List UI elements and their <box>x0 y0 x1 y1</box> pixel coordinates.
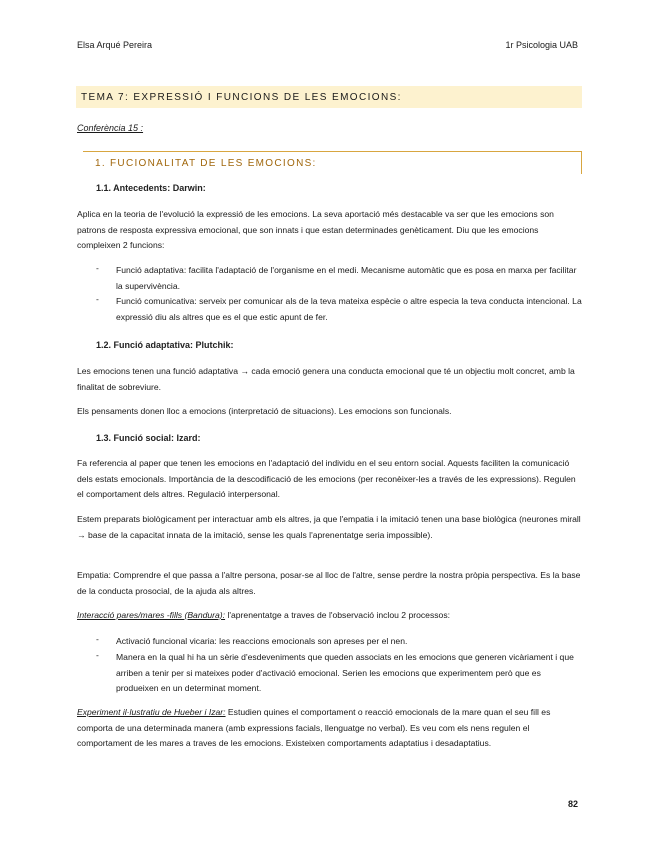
bullet-marker: - <box>96 263 99 273</box>
section1-heading-box <box>83 151 582 174</box>
header-course: 1r Psicologia UAB <box>505 40 578 50</box>
list-item-adaptativa: Funció adaptativa: facilita l'adaptació de l'organisme en el medi. Mecanisme automàtic que es posa en marxa per facilitar la supervivència. <box>116 265 577 291</box>
paragraph-bandura <box>77 608 582 624</box>
bullet-marker: - <box>96 650 99 660</box>
list-item-activacio: Activació funcional vicaria: les reaccions emocionals son apreses per el nen. <box>116 636 408 646</box>
paragraph-plutchik: Les emocions tenen una funció adaptativa → cada emoció genera una conducta emocional que té un objectiu molt concret, amb la finalitat de sobreviure. <box>77 366 575 392</box>
bandura-text: l'aprenentatge a traves de l'observació inclou 2 processos: <box>225 610 451 620</box>
paragraph-darwin: Aplica en la teoria de l'evolució la expressió de les emocions. La seva aportació més destacable va ser que les emocions son patrons de resposta expressiva emocional, que son innats i que estan determinades genèticament. Diu que les emocions compleixen 2 funcions: <box>77 209 554 250</box>
tema-heading-box <box>76 86 582 108</box>
paragraph-empatia: Empatia: Comprendre el que passa a l'altre persona, posar-se al lloc de l'altre, sense perdre la nostra pròpia perspectiva. Es la base de la conducta prosocial, de la ajuda als altres. <box>77 570 581 596</box>
bullet-marker: - <box>96 294 99 304</box>
experiment-text: Estudien quines el comportament o reacció emocionals de la mare quan el seu fill es comporta de una determinada manera (amb expressions facials, llenguatge no verbal). Es veu com els nens regulen el comportament de les mares a traves de les emocions. Existeixen comportaments adaptatius i desadaptatius. <box>77 707 551 748</box>
page-number: 82 <box>567 799 578 809</box>
tema-heading: TEMA 7: EXPRESSIÓ I FUNCIONS DE LES EMOCIONS: <box>81 91 402 103</box>
list-item-manera: Manera en la qual hi ha un sèrie d'esdeveniments que queden associats en les emocions que generen vicàriament i que arriben a tenir per si mateixes poder d'activació emocional. Serien les emocions que experimentem però que es produeixen en un determinat moment. <box>116 652 574 693</box>
subheading-1-3: 1.3. Funció social: Izard: <box>96 433 201 443</box>
paragraph-experiment <box>77 705 582 752</box>
list-item-comunicativa: Funció comunicativa: serveix per comunicar als de la teva mateixa espècie o altre especia la teva conducta intencional. La expressió diu als altres que es el que estic apunt de fer. <box>116 296 582 322</box>
conferencia-label: Conferència 15 : <box>77 123 144 133</box>
subheading-1-1: 1.1. Antecedents: Darwin: <box>96 183 206 193</box>
bandura-link-text: Interacció pares/mares -fills (Bandura): <box>77 610 226 620</box>
paragraph-pensaments: Els pensaments donen lloc a emocions (interpretació de situacions). Les emocions son funcionals. <box>77 406 452 416</box>
header-author: Elsa Arqué Pereira <box>77 40 153 50</box>
experiment-link-text: Experiment il·lustratiu de Hueber i Izar: <box>77 707 226 717</box>
section1-heading: 1. FUCIONALITAT DE LES EMOCIONS: <box>95 157 317 169</box>
subheading-1-2: 1.2. Funció adaptativa: Plutchik: <box>96 340 234 350</box>
paragraph-izard: Fa referencia al paper que tenen les emocions en l'adaptació del individu en el seu entorn social. Aquests faciliten la comunicació dels estats emocionals. Importància de la descodificació de les emocions (per reconèixer-les a través de les expressions). Regulen el comportament dels altres. Regulació interpersonal. <box>77 458 576 499</box>
bullet-marker: - <box>96 634 99 644</box>
paragraph-biologia: Estem preparats biològicament per interactuar amb els altres, ja que l'empatia i la imitació tenen una base biològica (neurones mirall → base de la capacitat innata de la imitació, sense les quals l'aprenentatge seria impossible). <box>77 514 581 540</box>
